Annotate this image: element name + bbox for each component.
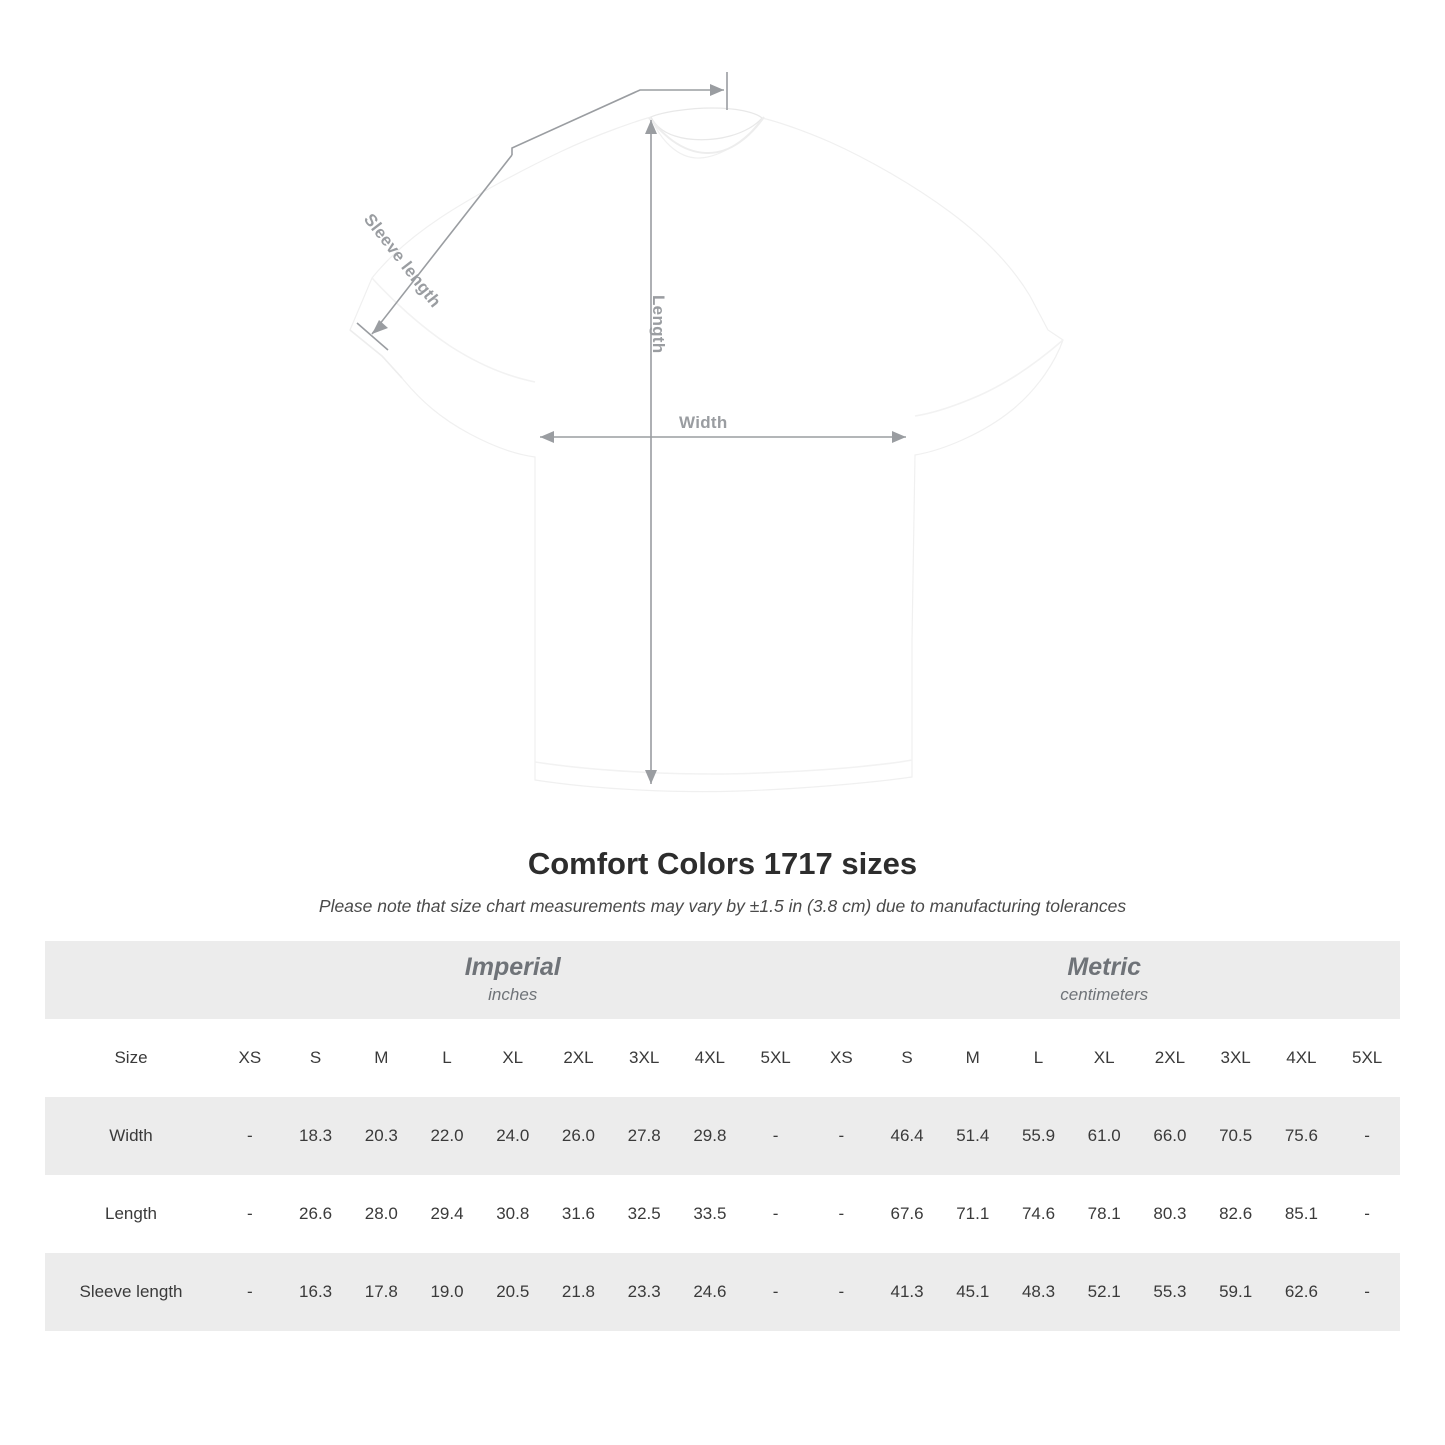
col-header-imperial-xl: XL (480, 1019, 546, 1097)
imperial-unit-name: Imperial (464, 952, 561, 981)
col-header-imperial-5xl: 5XL (743, 1019, 809, 1097)
cell-width-imperial-3xl: 27.8 (611, 1097, 677, 1175)
col-header-metric-5xl: 5XL (1334, 1019, 1400, 1097)
cell-sleeve-imperial-2xl: 21.8 (546, 1253, 612, 1331)
cell-length-metric-xl: 78.1 (1071, 1175, 1137, 1253)
row-label-sleeve-length: Sleeve length (45, 1253, 217, 1331)
cell-sleeve-metric-3xl: 59.1 (1203, 1253, 1269, 1331)
page-title: Comfort Colors 1717 sizes (527, 846, 918, 881)
cell-length-metric-s: 67.6 (874, 1175, 940, 1253)
tolerance-note: Please note that size chart measurements may vary by ±1.5 in (3.8 cm) due to manufacturing tolerances (318, 896, 1127, 916)
cell-sleeve-imperial-4xl: 24.6 (677, 1253, 743, 1331)
cell-length-metric-3xl: 82.6 (1203, 1175, 1269, 1253)
cell-width-metric-4xl: 75.6 (1269, 1097, 1335, 1175)
cell-sleeve-metric-4xl: 62.6 (1269, 1253, 1335, 1331)
col-header-imperial-s: S (283, 1019, 349, 1097)
metric-unit-cell (808, 941, 1400, 1019)
tshirt-shape (350, 108, 1063, 792)
cell-width-imperial-xs: - (217, 1097, 283, 1175)
cell-length-metric-2xl: 80.3 (1137, 1175, 1203, 1253)
cell-width-metric-3xl: 70.5 (1203, 1097, 1269, 1175)
cell-sleeve-metric-5xl: - (1334, 1253, 1400, 1331)
col-header-imperial-m: M (348, 1019, 414, 1097)
cell-width-metric-m: 51.4 (940, 1097, 1006, 1175)
cell-length-imperial-xs: - (217, 1175, 283, 1253)
cell-length-imperial-m: 28.0 (348, 1175, 414, 1253)
size-table (45, 941, 1400, 1331)
cell-length-metric-4xl: 85.1 (1269, 1175, 1335, 1253)
cell-width-imperial-4xl: 29.8 (677, 1097, 743, 1175)
size-header-cell: Size (45, 1019, 217, 1097)
cell-width-metric-2xl: 66.0 (1137, 1097, 1203, 1175)
unit-header-row (45, 941, 1400, 1019)
metric-unit-name: Metric (1067, 952, 1142, 981)
metric-unit-sub: centimeters (1060, 984, 1149, 1004)
cell-sleeve-metric-l: 48.3 (1006, 1253, 1072, 1331)
cell-sleeve-metric-m: 45.1 (940, 1253, 1006, 1331)
imperial-unit-cell (217, 941, 808, 1019)
row-label-width: Width (45, 1097, 217, 1175)
cell-length-imperial-l: 29.4 (414, 1175, 480, 1253)
cell-length-metric-xs: - (808, 1175, 874, 1253)
cell-sleeve-imperial-xl: 20.5 (480, 1253, 546, 1331)
cell-width-metric-5xl: - (1334, 1097, 1400, 1175)
table-row (45, 1253, 1400, 1331)
imperial-unit-sub: inches (488, 984, 538, 1004)
title-block (0, 846, 1445, 917)
cell-length-imperial-5xl: - (743, 1175, 809, 1253)
cell-length-metric-m: 71.1 (940, 1175, 1006, 1253)
col-header-metric-xs: XS (808, 1019, 874, 1097)
cell-length-imperial-2xl: 31.6 (546, 1175, 612, 1253)
col-header-metric-l: L (1006, 1019, 1072, 1097)
col-header-imperial-3xl: 3XL (611, 1019, 677, 1097)
size-header-row (45, 1019, 1400, 1097)
cell-length-imperial-s: 26.6 (283, 1175, 349, 1253)
col-header-metric-s: S (874, 1019, 940, 1097)
size-table-wrapper (45, 941, 1400, 1331)
width-label: Width (679, 413, 728, 432)
cell-sleeve-imperial-5xl: - (743, 1253, 809, 1331)
cell-length-imperial-3xl: 32.5 (611, 1175, 677, 1253)
cell-sleeve-metric-2xl: 55.3 (1137, 1253, 1203, 1331)
col-header-metric-3xl: 3XL (1203, 1019, 1269, 1097)
cell-sleeve-imperial-m: 17.8 (348, 1253, 414, 1331)
cell-sleeve-imperial-s: 16.3 (283, 1253, 349, 1331)
col-header-metric-xl: XL (1071, 1019, 1137, 1097)
cell-sleeve-imperial-l: 19.0 (414, 1253, 480, 1331)
cell-width-metric-xs: - (808, 1097, 874, 1175)
col-header-metric-m: M (940, 1019, 1006, 1097)
cell-sleeve-imperial-xs: - (217, 1253, 283, 1331)
cell-sleeve-metric-s: 41.3 (874, 1253, 940, 1331)
cell-width-imperial-2xl: 26.0 (546, 1097, 612, 1175)
cell-width-imperial-m: 20.3 (348, 1097, 414, 1175)
col-header-metric-4xl: 4XL (1269, 1019, 1335, 1097)
cell-width-imperial-l: 22.0 (414, 1097, 480, 1175)
cell-sleeve-imperial-3xl: 23.3 (611, 1253, 677, 1331)
row-label-length: Length (45, 1175, 217, 1253)
cell-width-metric-l: 55.9 (1006, 1097, 1072, 1175)
cell-width-metric-s: 46.4 (874, 1097, 940, 1175)
sleeve-length-label: Sleeve length (360, 210, 445, 312)
cell-width-imperial-xl: 24.0 (480, 1097, 546, 1175)
length-label: Length (649, 295, 668, 354)
cell-length-metric-l: 74.6 (1006, 1175, 1072, 1253)
cell-width-imperial-s: 18.3 (283, 1097, 349, 1175)
cell-length-imperial-xl: 30.8 (480, 1175, 546, 1253)
col-header-imperial-l: L (414, 1019, 480, 1097)
cell-length-metric-5xl: - (1334, 1175, 1400, 1253)
col-header-metric-2xl: 2XL (1137, 1019, 1203, 1097)
col-header-imperial-xs: XS (217, 1019, 283, 1097)
col-header-imperial-2xl: 2XL (546, 1019, 612, 1097)
cell-width-imperial-5xl: - (743, 1097, 809, 1175)
cell-sleeve-metric-xs: - (808, 1253, 874, 1331)
cell-length-imperial-4xl: 33.5 (677, 1175, 743, 1253)
cell-sleeve-metric-xl: 52.1 (1071, 1253, 1137, 1331)
col-header-imperial-4xl: 4XL (677, 1019, 743, 1097)
unit-spacer-cell (45, 941, 217, 1019)
table-row (45, 1097, 1400, 1175)
table-row (45, 1175, 1400, 1253)
cell-width-metric-xl: 61.0 (1071, 1097, 1137, 1175)
